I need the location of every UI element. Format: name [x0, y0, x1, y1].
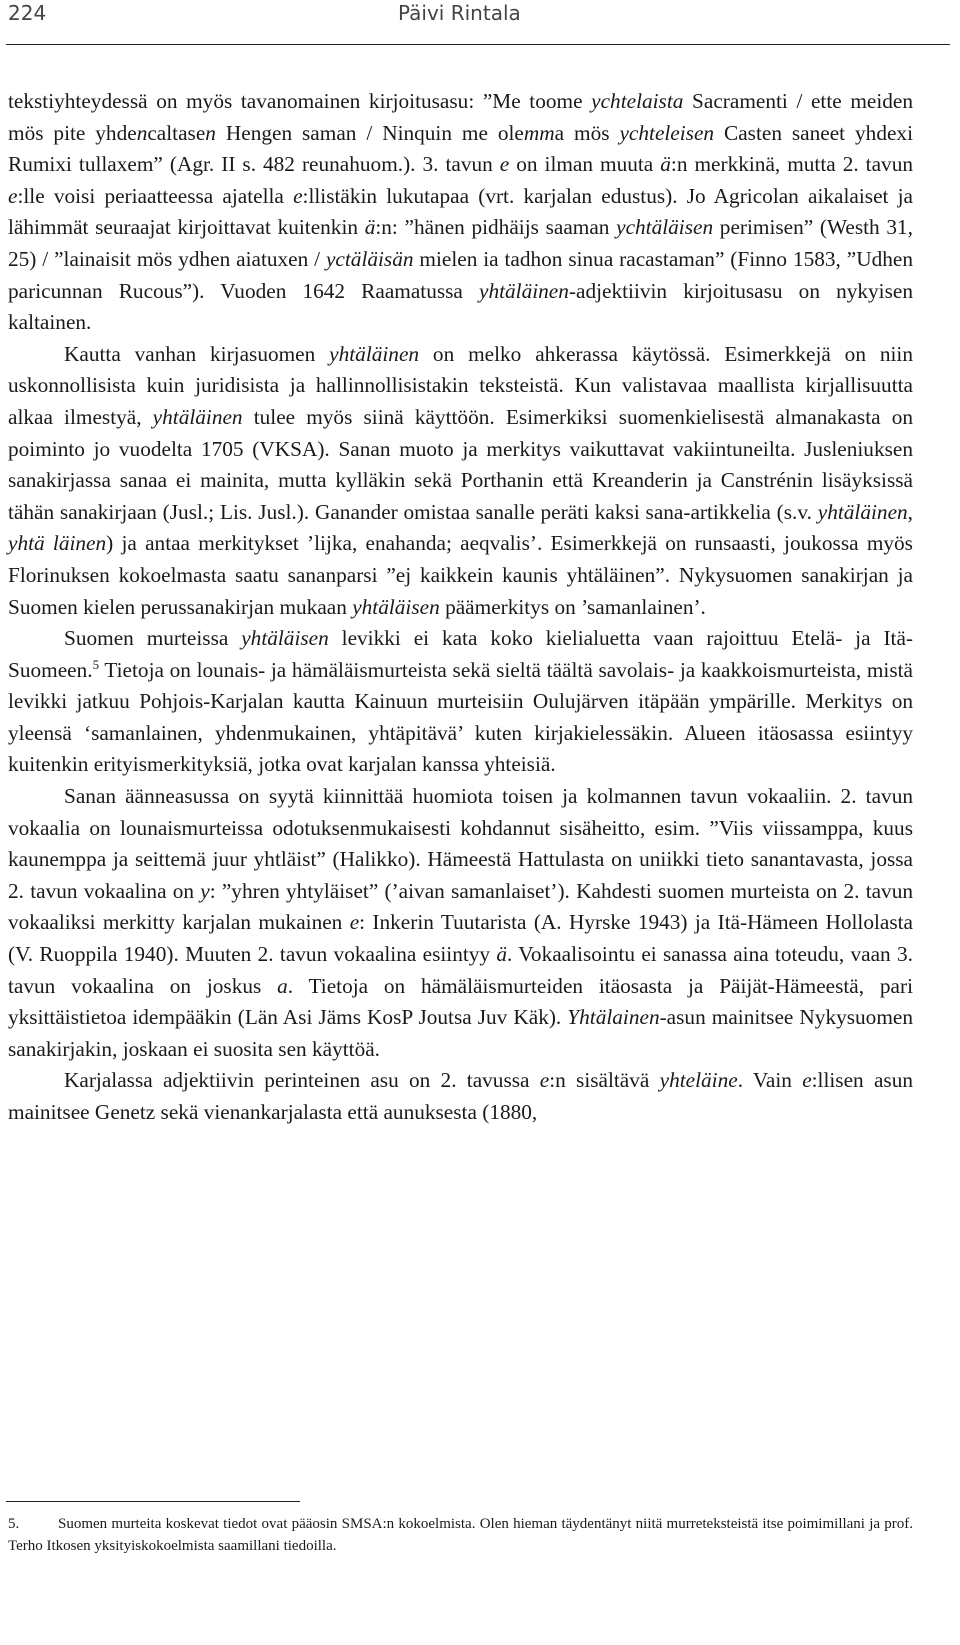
- text-run: . Tietoja on hämäläismurteiden itäosasta ja Päijät-Hämeestä, pari yksittäistietoa idempääkin (Län Asi Jäms KosP Joutsa Juv Käk).: [8, 973, 914, 1030]
- text-run: caltase: [147, 120, 206, 145]
- footnote-ref: 5: [92, 656, 100, 672]
- page-number: 224: [8, 1, 47, 25]
- text-run: ,: [907, 499, 913, 524]
- text-run: on melko ahkerassa käytössä. Esimerkkejä on niin uskonnollisista kuin juridisista ja hallinnollisistakin teksteistä. Kun valistavaa maallista kirjallisuutta alkaa ilmestyä,: [8, 341, 913, 429]
- header-rule: [6, 44, 950, 45]
- italic-text: ä: [660, 152, 671, 177]
- text-run: :llistäkin lukutapaa (vrt. karjalan edustus). Jo Agricolan aikalaiset ja lähimmät seuraajat kirjoittavat kuitenkin: [8, 183, 913, 240]
- italic-text: yhtäläinen: [817, 499, 908, 524]
- italic-text: e: [8, 183, 18, 208]
- italic-text: yhtäläinen: [152, 404, 243, 429]
- text-run: Suomen murteissa: [64, 626, 242, 651]
- italic-text: yhteläine: [659, 1068, 738, 1093]
- text-run: tulee myös siinä käyttöön. Esimerkiksi suomenkielisestä almanakasta on poiminto jo vuodelta 1705 (VKSA). Sanan muoto ja merkitys vaikuttavat vakiintuneilta. Jusleniuksen sanakirjassa sanaa ei mainita, mutta kylläkin sekä Porthanin että Kreanderin ja Canstrénin lisäyksissä tähän sanakirjaan (Jusl.; Lis. Jusl.). Ganander omistaa sanalle peräti kaksi sana-artikkelia (s.v.: [8, 404, 913, 524]
- text-run: -adjektiivin kirjoitusasu on nykyisen kaltainen.: [8, 278, 913, 335]
- text-run: Kautta vanhan kirjasuomen: [64, 341, 330, 366]
- italic-text: y: [200, 878, 210, 903]
- italic-text: ychteleisen: [619, 120, 715, 145]
- italic-text: yctäläisän: [325, 246, 414, 271]
- text-run: . Vokaalisointu ei sanassa aina toteudu, vaan 3. tavun vokaalina on joskus: [8, 942, 913, 998]
- text-run: :n sisältävä: [549, 1068, 660, 1093]
- text-run: Hengen saman / Ninquin me ole: [215, 120, 524, 145]
- text-run: -asun mainitsee Nykysuomen sanakirjakin, joskaan ei suosita sen käyttöä.: [8, 1005, 913, 1061]
- italic-text: yhtäläisen: [241, 626, 329, 651]
- italic-text: ä: [496, 942, 508, 967]
- italic-text: n: [136, 120, 148, 145]
- text-run: Tietoja on lounais- ja hämäläismurteista sekä sieltä täältä savolais- ja kaakkoismurteista, mistä levikki jatkuu Pohjois-Karjalan kautta Kainuun murteisiin Oulujärven itäpään ympärille. Merkitys on yleensä ‘samanlainen, yhdenmukainen, yhtäpitävä’ kuten kirjakielessäkin. Alueen itäosassa esiintyy kuitenkin erityismerkityksiä, jotka ovat karjalan kanssa yhteisiä.: [8, 657, 913, 777]
- text-run: Sanan äänneasussa on syytä kiinnittää huomiota toisen ja kolmannen tavun vokaaliin. 2. tavun vokaalia on lounaismurteissa odotuksenmukaisesti kohdannut sisäheitto, esim. ”Viis viissamppa, kuus kaunemppa ja seittemä juur yhtläist” (Halikko). Hämeestä Hattulasta on uniikki tieto sanantavasta, jossa 2. tavun vokaalina on: [8, 784, 913, 903]
- paragraph: [8, 623, 913, 781]
- footnote-rule: [6, 1501, 300, 1502]
- italic-text: e: [499, 152, 510, 177]
- text-run: ) ja antaa merkitykset ’lijka, enahanda; aeqvalis’. Esimerkkejä on runsaasti, joukossa myös Florinuksen kokoelmasta saatu sananparsi ”ej kaikkein kaunis yhtäläinen”. Nykysuomen sanakirjan ja Suomen kielen perussanakirjan mukaan: [8, 531, 913, 619]
- italic-text: a: [277, 973, 288, 998]
- running-head: Päivi Rintala: [398, 1, 521, 25]
- page-header: [0, 0, 960, 48]
- text-run: :lle voisi periaatteessa ajatella: [17, 183, 294, 208]
- italic-text: e: [293, 183, 303, 208]
- italic-text: yhtäläinen: [479, 278, 569, 303]
- footnote-text: Suomen murteita koskevat tiedot ovat pääosin SMSA:n kokoelmista. Olen hieman täydentänyt niitä murreteksteistä itse poimimillani ja prof. Terho Itkosen yksityiskokoelmista saamillani tiedoilla.: [8, 1516, 913, 1554]
- body-text: [8, 86, 913, 1129]
- italic-text: n: [205, 120, 216, 145]
- text-run: perimisen” (Westh 31, 25) / ”lainaisit mös ydhen aiatuxen /: [8, 215, 913, 271]
- italic-text: e: [802, 1068, 812, 1093]
- italic-text: yhtäläisen: [352, 594, 440, 619]
- italic-text: ychtelaista: [591, 89, 684, 113]
- text-run: Sacramenti / ette meiden mös pite yhde: [8, 89, 914, 145]
- text-run: päämerkitys on ’samanlainen’.: [439, 594, 706, 619]
- text-run: on ilman muuta: [509, 152, 661, 177]
- footnote-number: 5.: [8, 1516, 20, 1532]
- italic-text: e: [349, 910, 360, 935]
- paragraph: [8, 1065, 913, 1128]
- italic-text: Yhtälainen: [567, 1005, 660, 1030]
- text-run: :n merkkinä, mutta 2. tavun: [670, 152, 913, 177]
- text-run: levikki ei kata koko kielialuetta vaan rajoittuu Etelä- ja Itä-Suomeen.: [8, 626, 913, 682]
- paragraph: [8, 339, 913, 623]
- italic-text: mm: [523, 120, 555, 145]
- italic-text: ychtäläisen: [616, 215, 714, 240]
- text-run: :llisen asun mainitsee Genetz sekä vienankarjalasta että aunuksesta (1880,: [8, 1068, 913, 1124]
- italic-text: yhtäläinen: [329, 341, 420, 366]
- text-run: Karjalassa adjektiivin perinteinen asu on 2. tavussa: [64, 1068, 540, 1093]
- text-run: a mös: [554, 120, 620, 145]
- text-run: Casten saneet yhdexi Rumixi tullaxem” (Agr. II s. 482 reunahuom.). 3. tavun: [8, 120, 913, 177]
- italic-text: yhtä läinen: [8, 531, 107, 556]
- italic-text: e: [539, 1068, 550, 1093]
- text-run: : ”yhren yhtyläiset” (’aivan samanlaiset’). Kahdesti suomen murteista on 2. tavun vokaaliksi merkitty karjalan mukainen: [8, 878, 914, 935]
- italic-text: ä: [364, 215, 376, 240]
- text-run: :n: ”hänen pidhäijs saaman: [375, 215, 617, 240]
- paragraph: [8, 86, 913, 339]
- footnote: [8, 1513, 913, 1557]
- text-run: . Vain: [737, 1068, 803, 1093]
- paragraph: [8, 781, 913, 1065]
- text-run: : Inkerin Tuutarista (A. Hyrske 1943) ja Itä-Hämeen Hollolasta (V. Ruoppila 1940). Muuten 2. tavun vokaalina esiintyy: [8, 910, 914, 967]
- text-run: mielen ia tadhon sinua racastaman” (Finno 1583, ”Udhen paricunnan Rucous”). Vuoden 1642 Raamatussa: [8, 246, 913, 303]
- text-run: tekstiyhteydessä on myös tavanomainen kirjoitusasu: ”Me toome: [8, 89, 592, 113]
